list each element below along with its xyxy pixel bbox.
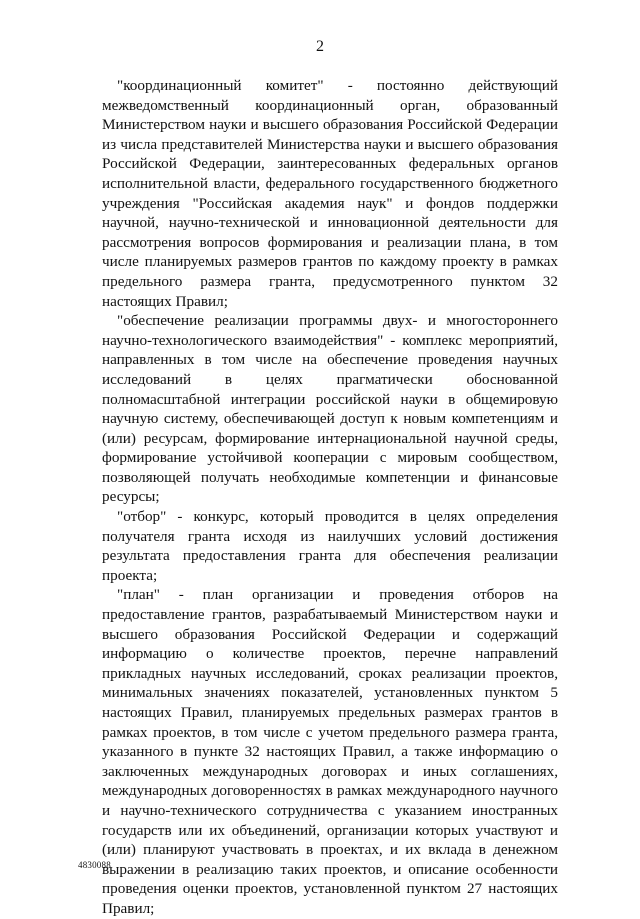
definition-paragraph-program-support: "обеспечение реализации программы двух- и многостороннего научно-технологического взаимодействия" - комплекс мероприятий, направленных в том числе на обеспечение проведения научных исследований в целях прагматически обоснованной полномасштабной интеграции российской науки в общемировую научную систему, обеспечивающей доступ к новым компетенциям и (или) ресурсам, формирование интернациональной научной среды, формирование устойчивой кооперации с мировым сообществом, позволяющей получать необходимые компетенции и финансовые ресурсы; bbox=[102, 312, 558, 506]
definition-paragraph-coordination-committee: "координационный комитет" - постоянно действующий межведомственный координационный орган, образованный Министерством науки и высшего образования Российской Федерации из числа представителей Министерства науки и высшего образования Российской Федерации, заинтересованных федеральных органов исполнительной власти, федерального государственного бюджетного учреждения "Российская академия наук" и фондов поддержки научной, научно-технической и инновационной деятельности для рассмотрения вопросов формирования и реализации плана, в том числе планируемых размеров грантов по каждому проекту в рамках предельного размера гранта, предусмотренного пунктом 32 настоящих Правил; bbox=[102, 77, 558, 310]
page-number: 2 bbox=[316, 38, 324, 55]
document-body bbox=[102, 76, 558, 919]
definition-paragraph-selection: "отбор" - конкурс, который проводится в целях определения получателя гранта исходя из наилучших условий достижения результата предоставления гранта для обеспечения реализации проекта; bbox=[102, 508, 558, 584]
definition-paragraph-plan: "план" - план организации и проведения отборов на предоставление грантов, разрабатываемый Министерством науки и высшего образования Российской Федерации и содержащий информацию о количестве проектов, перечне направлений прикладных научных исследований, сроках реализации проектов, минимальных значениях показателей, установленных пунктом 5 настоящих Правил, планируемых предельных размерах грантов в рамках проектов, в том числе с учетом предельного размера гранта, указанного в пункте 32 настоящих Правил, а также информацию о заключенных международных договорах и иных соглашениях, международных договоренностях в рамках международного научного и научно-технического сотрудничества с указанием иностранных государств или их объединений, организации которых участвуют и (или) планируют участвовать в проектах, и их вклада в денежном выражении в реализацию таких проектов, и описание особенности проведения оценки проектов, установленной пунктом 27 настоящих Правил; bbox=[102, 586, 558, 917]
document-code: 4830088 bbox=[78, 860, 111, 870]
